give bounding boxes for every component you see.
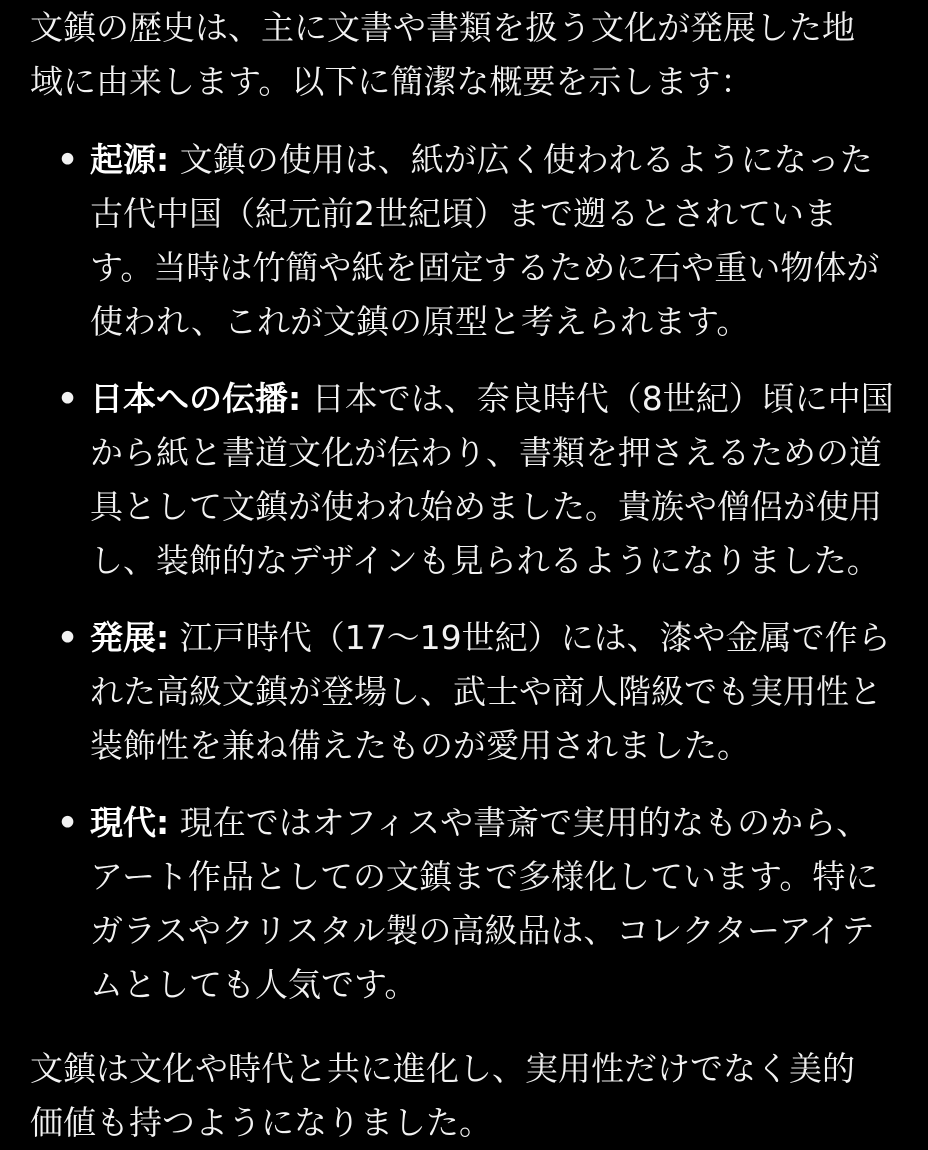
list-item-term: 発展	[90, 618, 156, 657]
list-item-text: 江戸時代（17〜19世紀）には、漆や金属で作られた高級文鎮が登場し、武士や商人階級でも実用性と装飾性を兼ね備えたものが愛用されました。	[90, 618, 891, 765]
intro-paragraph: 文鎮の歴史は、主に文書や書類を扱う文化が発展した地域に由来します。以下に簡潔な概要を示します：	[30, 8, 855, 101]
list-item-term: 日本への伝播	[90, 379, 288, 418]
list-item-separator: :	[156, 618, 170, 657]
list-item-origin	[30, 133, 900, 349]
list-item-term: 現代	[90, 803, 156, 842]
list-item-separator: :	[156, 803, 170, 842]
bullet-icon: •	[57, 618, 79, 657]
bullet-icon: •	[57, 379, 79, 418]
bullet-icon: •	[57, 803, 79, 842]
list-item-modern	[30, 796, 900, 1012]
list-item-term: 起源	[90, 140, 156, 179]
list-item-development	[30, 611, 900, 773]
history-list	[30, 133, 894, 1012]
list-item-separator: :	[156, 140, 170, 179]
list-item-text: 日本では、奈良時代（8世紀）頃に中国から紙と書道文化が伝わり、書類を押さえるための道具として文鎮が使われ始めました。貴族や僧侶が使用し、装飾的なデザインも見られるようになりました。	[90, 379, 894, 580]
list-item-text: 現在ではオフィスや書斎で実用的なものから、アート作品としての文鎮まで多様化しています。特にガラスやクリスタル製の高級品は、コレクターアイテムとしても人気です。	[90, 803, 879, 1004]
list-item-spread-to-japan	[30, 372, 900, 588]
bullet-icon: •	[57, 140, 79, 179]
outro-paragraph: 文鎮は文化や時代と共に進化し、実用性だけでなく美的価値も持つようになりました。	[30, 1049, 855, 1142]
list-item-separator: :	[288, 379, 302, 418]
list-item-text: 文鎮の使用は、紙が広く使われるようになった古代中国（紀元前2世紀頃）まで遡るとされています。当時は竹簡や紙を固定するために石や重い物体が使われ、これが文鎮の原型と考えられます。	[90, 140, 880, 341]
